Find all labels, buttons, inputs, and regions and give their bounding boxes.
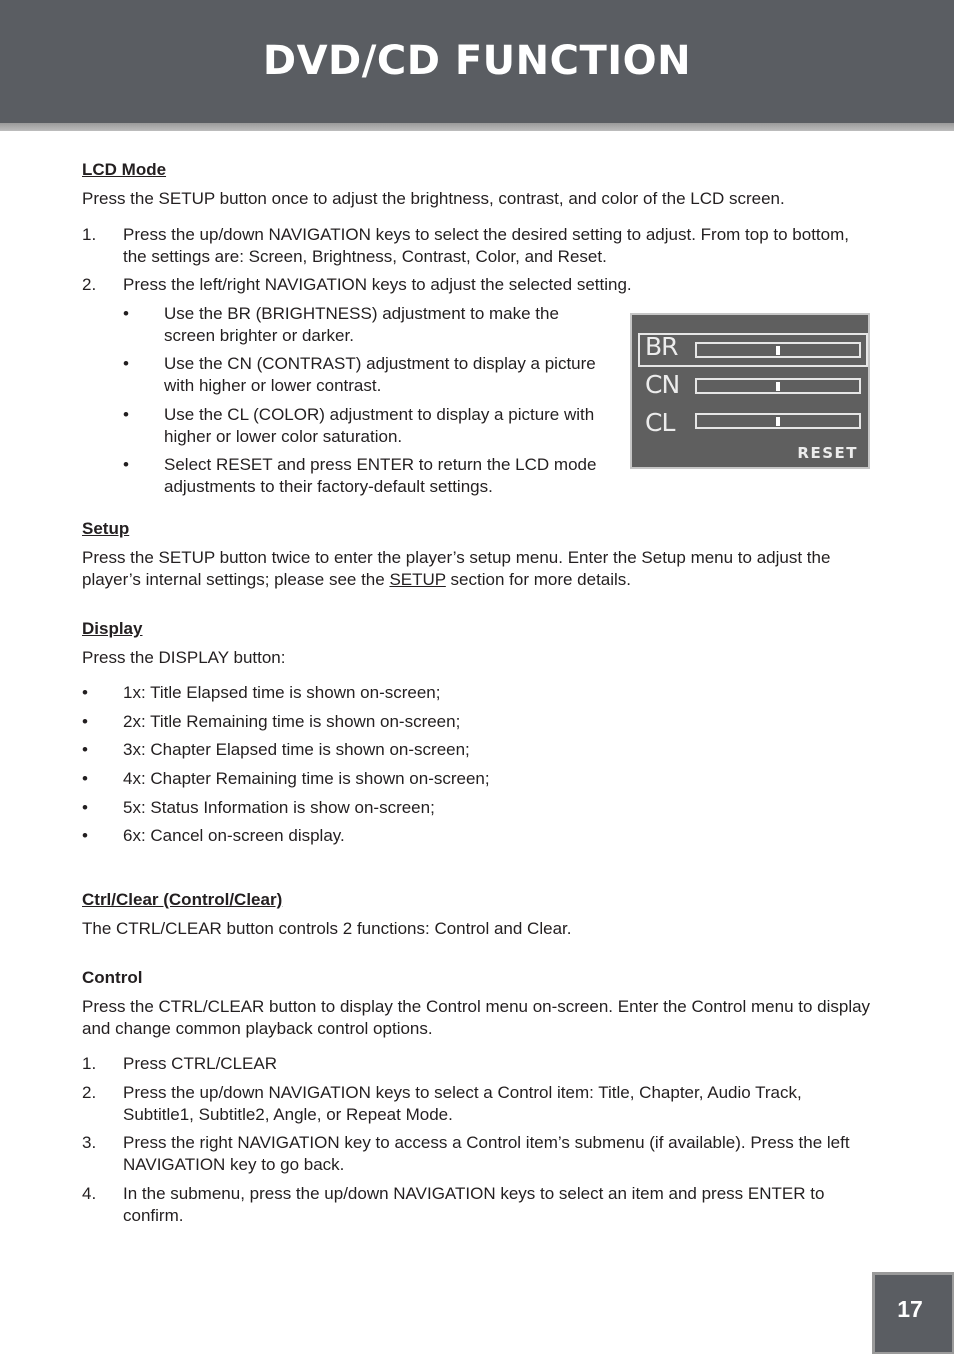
lcd-label-cl: CL	[645, 408, 675, 437]
step-number: 4.	[82, 1184, 97, 1203]
bullet-text: 5x: Status Information is show on-screen;	[123, 798, 435, 817]
setup-text-after: section for more details.	[445, 570, 632, 589]
bullet-text: 1x: Title Elapsed time is shown on-screen;	[123, 683, 441, 702]
step-number: 2.	[82, 1083, 97, 1102]
step-text: Press CTRL/CLEAR	[123, 1054, 277, 1073]
setup-link[interactable]: SETUP	[389, 570, 446, 589]
bullet-mark: •	[123, 405, 129, 424]
bullet-mark: •	[123, 455, 129, 474]
step-number: 1.	[82, 1054, 97, 1073]
header-divider	[0, 123, 954, 131]
bullet-mark: •	[82, 740, 88, 759]
ctrl-clear-heading: Ctrl/Clear (Control/Clear)	[82, 890, 283, 909]
step-text: In the submenu, press the up/down NAVIGATION keys to select an item and press ENTER to confirm.	[123, 1184, 825, 1225]
lcd-level-marker	[776, 417, 780, 426]
page-number-tab-edge	[872, 1272, 954, 1275]
control-intro: Press the CTRL/CLEAR button to display the Control menu on-screen. Enter the Control menu to display and change common playback control options.	[82, 997, 871, 1038]
step-text: Press the up/down NAVIGATION keys to select the desired setting to adjust. From top to bottom, the settings are: Screen, Brightness, Contrast, Color, and Reset.	[123, 225, 849, 266]
bullet-text: 4x: Chapter Remaining time is shown on-screen;	[123, 769, 490, 788]
bullet-mark: •	[82, 798, 88, 817]
control-heading: Control	[82, 968, 143, 987]
page-number: 17	[897, 1296, 923, 1322]
setup-heading: Setup	[82, 519, 130, 538]
bullet-text: Use the CN (CONTRAST) adjustment to display a picture with higher or lower contrast.	[164, 354, 596, 395]
bullet-mark: •	[123, 354, 129, 373]
lcd-level-marker	[776, 346, 780, 355]
display-intro: Press the DISPLAY button:	[82, 648, 286, 667]
bullet-mark: •	[123, 304, 129, 323]
lcd-label-br: BR	[645, 332, 678, 361]
bullet-text: 2x: Title Remaining time is shown on-screen;	[123, 712, 461, 731]
setup-text-before: Press the SETUP button twice to enter the player’s setup menu. Enter the Setup menu to adjust the player’s internal settings; please see the	[82, 548, 831, 589]
lcd-reset-label: RESET	[797, 444, 858, 462]
bullet-mark: •	[82, 769, 88, 788]
step-text: Press the right NAVIGATION key to access a Control item’s submenu (if available). Press the left NAVIGATION key to go back.	[123, 1133, 850, 1174]
step-number: 2.	[82, 275, 97, 294]
lcd-bar-cn	[695, 378, 861, 394]
lcd-menu-illustration	[630, 313, 870, 469]
bullet-mark: •	[82, 826, 88, 845]
bullet-text: Use the CL (COLOR) adjustment to display a picture with higher or lower color saturation.	[164, 405, 595, 446]
step-text: Press the left/right NAVIGATION keys to adjust the selected setting.	[123, 275, 632, 294]
bullet-mark: •	[82, 712, 88, 731]
ctrl-clear-intro: The CTRL/CLEAR button controls 2 functions: Control and Clear.	[82, 919, 572, 938]
lcd-bar-br	[695, 342, 861, 358]
bullet-text: 3x: Chapter Elapsed time is shown on-screen;	[123, 740, 470, 759]
page-title: DVD/CD FUNCTION	[262, 38, 692, 84]
lcd-mode-intro: Press the SETUP button once to adjust the brightness, contrast, and color of the LCD screen.	[82, 189, 785, 208]
page-header	[0, 0, 954, 123]
step-number: 3.	[82, 1133, 97, 1152]
lcd-level-marker	[776, 382, 780, 391]
setup-text	[82, 547, 874, 591]
bullet-text: Use the BR (BRIGHTNESS) adjustment to make the screen brighter or darker.	[164, 304, 559, 345]
lcd-bar-cl	[695, 413, 861, 429]
lcd-mode-heading: LCD Mode	[82, 160, 167, 179]
lcd-label-cn: CN	[645, 370, 680, 399]
bullet-text: Select RESET and press ENTER to return the LCD mode adjustments to their factory-default settings.	[164, 455, 597, 496]
step-text: Press the up/down NAVIGATION keys to select a Control item: Title, Chapter, Audio Track, Subtitle1, Subtitle2, Angle, or Repeat Mode.	[123, 1083, 802, 1124]
display-heading: Display	[82, 619, 143, 638]
step-number: 1.	[82, 225, 97, 244]
bullet-text: 6x: Cancel on-screen display.	[123, 826, 345, 845]
bullet-mark: •	[82, 683, 88, 702]
